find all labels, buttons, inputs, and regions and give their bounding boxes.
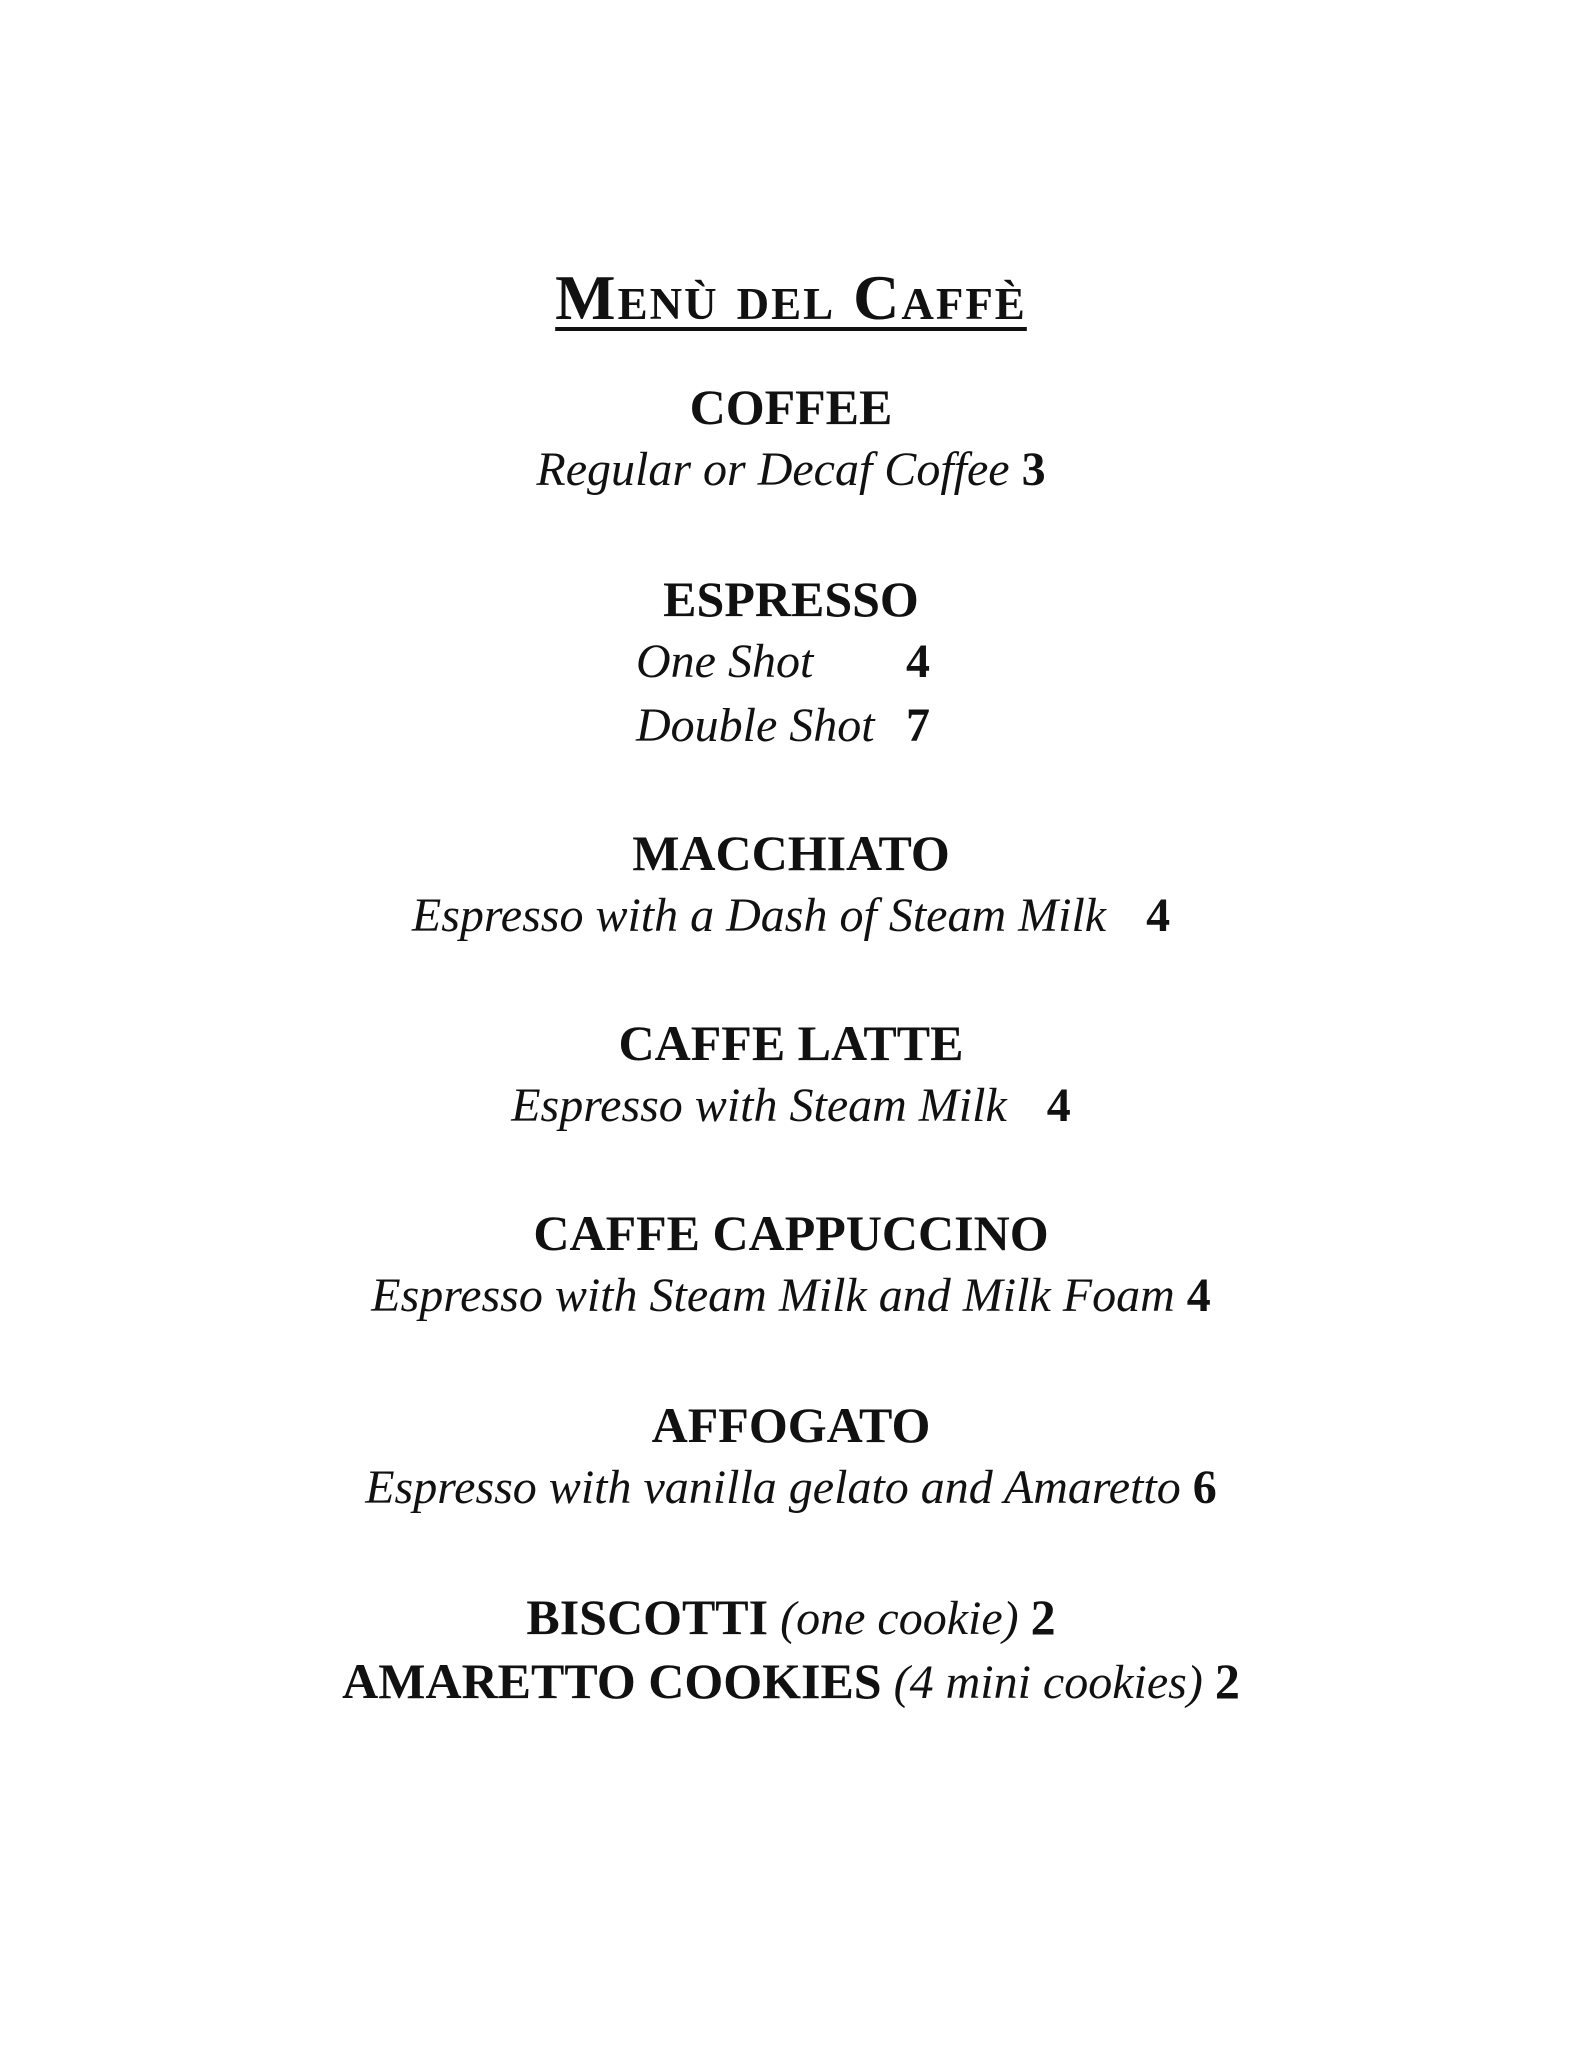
menu-item-amaretto-cookies xyxy=(0,1653,1582,1709)
menu-item-affogato xyxy=(0,1461,1582,1514)
item-description: One Shot xyxy=(636,635,814,688)
item-price: 2 xyxy=(1030,1589,1056,1645)
section-heading-espresso: ESPRESSO xyxy=(663,571,919,627)
menu-title xyxy=(0,262,1582,333)
menu-item-caffe-cappuccino xyxy=(0,1269,1582,1322)
menu-item-regular-decaf xyxy=(0,443,1582,496)
menu-item-macchiato xyxy=(0,889,1582,942)
item-description: Espresso with a Dash of Steam Milk xyxy=(411,889,1107,942)
section-heading-caffe-cappuccino: CAFFE CAPPUCCINO xyxy=(533,1205,1049,1261)
menu-item-biscotti xyxy=(0,1589,1582,1645)
section-heading-macchiato: MACCHIATO xyxy=(632,825,950,881)
menu-item-double-shot xyxy=(636,699,956,752)
item-price: 6 xyxy=(1192,1461,1217,1514)
section-heading-affogato: AFFOGATO xyxy=(651,1397,931,1453)
item-price: 4 xyxy=(1186,1269,1211,1322)
menu-item-one-shot xyxy=(636,635,956,688)
item-price: 3 xyxy=(1021,443,1046,496)
item-name: BISCOTTI xyxy=(526,1589,769,1645)
section-heading-caffe-latte: CAFFE LATTE xyxy=(618,1015,964,1071)
item-description: Espresso with vanilla gelato and Amaretto xyxy=(365,1461,1181,1514)
item-description: Double Shot xyxy=(636,699,875,752)
item-price: 4 xyxy=(1146,889,1171,942)
item-price: 7 xyxy=(906,699,930,752)
item-name: AMARETTO COOKIES xyxy=(342,1653,882,1709)
menu-title-text: Menù del Caffè xyxy=(555,262,1027,333)
section-heading-coffee: COFFEE xyxy=(689,379,893,435)
item-description: Espresso with Steam Milk and Milk Foam xyxy=(371,1269,1175,1322)
item-price: 4 xyxy=(906,635,930,688)
item-description: Regular or Decaf Coffee xyxy=(536,443,1010,496)
item-note: (one cookie) xyxy=(780,1592,1019,1645)
item-description: Espresso with Steam Milk xyxy=(511,1079,1007,1132)
item-price: 4 xyxy=(1046,1079,1071,1132)
menu-item-caffe-latte xyxy=(0,1079,1582,1132)
item-price: 2 xyxy=(1214,1653,1240,1709)
item-note: (4 mini cookies) xyxy=(893,1656,1203,1709)
